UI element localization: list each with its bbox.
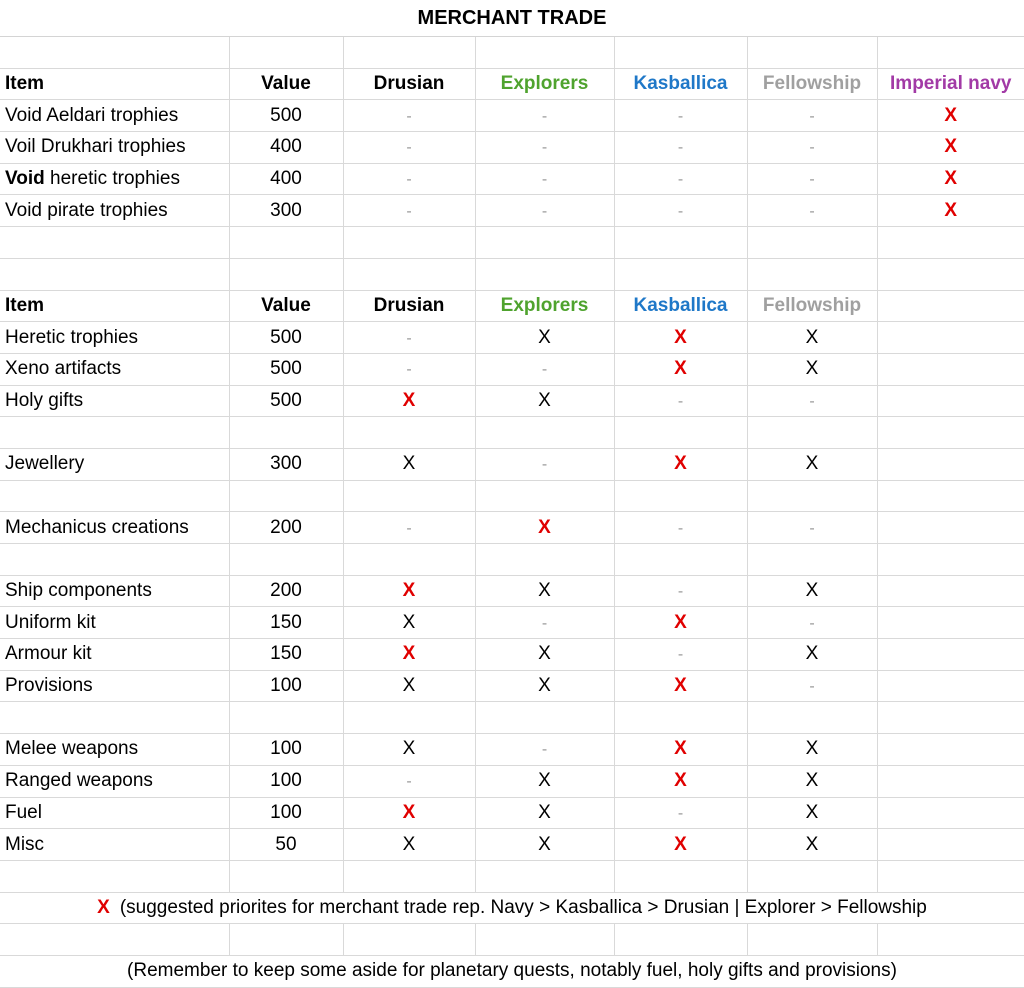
priority-x-mark: X — [402, 643, 416, 665]
item-value: 100 — [229, 765, 343, 797]
mark-cell — [614, 385, 747, 417]
table-row — [0, 385, 1024, 417]
blank-row — [0, 860, 1024, 892]
dash-mark: - — [809, 107, 815, 125]
table-row — [0, 607, 1024, 639]
dash-mark: - — [406, 202, 412, 220]
dash-mark: - — [809, 392, 815, 410]
mark-cell — [343, 765, 475, 797]
mark-cell — [747, 448, 877, 480]
dash-mark: - — [677, 804, 684, 822]
header-item: Item — [0, 68, 229, 100]
item-name — [0, 163, 229, 195]
mark-cell — [614, 353, 747, 385]
legend-cell — [0, 892, 1024, 924]
x-mark: X — [538, 675, 551, 697]
dash-mark: - — [809, 202, 815, 220]
mark-cell — [343, 639, 475, 671]
mark-cell — [747, 829, 877, 861]
table-row — [0, 765, 1024, 797]
x-mark: X — [402, 833, 416, 855]
header-value: Value — [229, 290, 343, 322]
mark-cell — [614, 639, 747, 671]
item-value: 100 — [229, 797, 343, 829]
footnote-row — [0, 955, 1024, 987]
dash-mark: - — [406, 773, 412, 791]
table1-header-row — [0, 68, 1024, 100]
mark-cell — [343, 100, 475, 132]
mark-cell — [475, 132, 614, 164]
dash-mark: - — [809, 171, 815, 189]
mark-cell — [747, 353, 877, 385]
mark-cell — [747, 132, 877, 164]
item-name-rest: heretic trophies — [44, 168, 180, 190]
table-row — [0, 353, 1024, 385]
mark-cell — [475, 829, 614, 861]
item-value: 200 — [229, 512, 343, 544]
item-value: 300 — [229, 195, 343, 227]
priority-x-mark: X — [944, 136, 958, 158]
mark-cell — [877, 163, 1024, 195]
table-row — [0, 100, 1024, 132]
item-value: 50 — [229, 829, 343, 861]
mark-cell — [475, 607, 614, 639]
empty-cell — [877, 448, 1024, 480]
mark-cell — [475, 322, 614, 354]
item-name: Fuel — [0, 797, 229, 829]
mark-cell — [475, 100, 614, 132]
header-imperial-navy: Imperial navy — [877, 68, 1024, 100]
mark-cell — [343, 734, 475, 766]
priority-x-mark: X — [674, 358, 687, 380]
dash-mark: - — [541, 139, 548, 157]
item-name: Jewellery — [0, 448, 229, 480]
header-explorers: Explorers — [475, 68, 614, 100]
mark-cell — [747, 734, 877, 766]
mark-cell — [475, 448, 614, 480]
mark-cell — [343, 670, 475, 702]
x-mark: X — [402, 738, 416, 760]
dash-mark: - — [541, 741, 548, 759]
item-name-bold: Void — [5, 168, 45, 190]
item-name: Misc — [0, 829, 229, 861]
header-drusian: Drusian — [343, 290, 475, 322]
x-mark: X — [538, 580, 551, 602]
x-mark: X — [805, 738, 819, 760]
empty-cell — [877, 290, 1024, 322]
item-name: Ranged weapons — [0, 765, 229, 797]
mark-cell — [747, 607, 877, 639]
item-name: Holy gifts — [0, 385, 229, 417]
item-name: Armour kit — [0, 639, 229, 671]
table-row — [0, 639, 1024, 671]
table2-header-row — [0, 290, 1024, 322]
header-explorers: Explorers — [475, 290, 614, 322]
mark-cell — [877, 195, 1024, 227]
empty-cell — [877, 322, 1024, 354]
mark-cell — [475, 670, 614, 702]
mark-cell — [747, 670, 877, 702]
table-row — [0, 322, 1024, 354]
dash-mark: - — [406, 519, 412, 537]
x-mark: X — [805, 580, 819, 602]
mark-cell — [747, 765, 877, 797]
x-mark: X — [805, 326, 819, 348]
dash-mark: - — [541, 107, 548, 125]
priority-x-mark: X — [944, 199, 958, 221]
x-mark: X — [538, 833, 551, 855]
x-mark: X — [805, 643, 819, 665]
blank-row — [0, 924, 1024, 956]
table-row — [0, 195, 1024, 227]
table-row — [0, 132, 1024, 164]
dash-mark: - — [677, 139, 684, 157]
mark-cell — [475, 163, 614, 195]
dash-mark: - — [406, 107, 412, 125]
header-item: Item — [0, 290, 229, 322]
mark-cell — [614, 670, 747, 702]
priority-x-mark: X — [674, 326, 687, 348]
item-value: 500 — [229, 322, 343, 354]
header-fellowship: Fellowship — [747, 290, 877, 322]
empty-cell — [877, 829, 1024, 861]
mark-cell — [614, 797, 747, 829]
header-drusian: Drusian — [343, 68, 475, 100]
empty-cell — [877, 353, 1024, 385]
dash-mark: - — [677, 171, 684, 189]
empty-cell — [877, 797, 1024, 829]
empty-cell — [877, 670, 1024, 702]
priority-x-mark: X — [674, 675, 687, 697]
dash-mark: - — [541, 202, 548, 220]
footnote-cell: (Remember to keep some aside for planetary quests, notably fuel, holy gifts and provisions) — [0, 955, 1024, 987]
x-mark: X — [402, 675, 416, 697]
mark-cell — [614, 765, 747, 797]
table-row — [0, 797, 1024, 829]
priority-x-mark: X — [674, 833, 687, 855]
mark-cell — [747, 575, 877, 607]
dash-mark: - — [677, 646, 684, 664]
x-mark: X — [538, 326, 551, 348]
mark-cell — [747, 195, 877, 227]
mark-cell — [475, 512, 614, 544]
mark-cell — [614, 322, 747, 354]
mark-cell — [343, 448, 475, 480]
mark-cell — [475, 353, 614, 385]
table-row — [0, 829, 1024, 861]
dash-mark: - — [677, 392, 684, 410]
x-mark: X — [805, 770, 819, 792]
mark-cell — [343, 322, 475, 354]
item-name: Voil Drukhari trophies — [0, 132, 229, 164]
item-name: Heretic trophies — [0, 322, 229, 354]
empty-cell — [877, 385, 1024, 417]
item-value: 100 — [229, 670, 343, 702]
priority-x-mark: X — [402, 389, 416, 411]
mark-cell — [343, 797, 475, 829]
priority-x-mark: X — [944, 104, 958, 126]
mark-cell — [747, 163, 877, 195]
priority-x-mark: X — [402, 580, 416, 602]
item-name: Void Aeldari trophies — [0, 100, 229, 132]
mark-cell — [343, 575, 475, 607]
mark-cell — [614, 512, 747, 544]
mark-cell — [614, 132, 747, 164]
priority-x-mark: X — [674, 738, 687, 760]
mark-cell — [475, 385, 614, 417]
dash-mark: - — [406, 361, 412, 379]
x-mark: X — [805, 801, 819, 823]
item-name: Mechanicus creations — [0, 512, 229, 544]
x-mark: X — [402, 453, 416, 475]
item-value: 100 — [229, 734, 343, 766]
blank-row — [0, 258, 1024, 290]
header-fellowship: Fellowship — [747, 68, 877, 100]
mark-cell — [747, 797, 877, 829]
mark-cell — [475, 639, 614, 671]
mark-cell — [343, 607, 475, 639]
mark-cell — [475, 575, 614, 607]
dash-mark: - — [541, 614, 548, 632]
dash-mark: - — [809, 678, 815, 696]
mark-cell — [747, 639, 877, 671]
item-value: 400 — [229, 163, 343, 195]
blank-row — [0, 480, 1024, 512]
dash-mark: - — [541, 361, 548, 379]
item-value: 400 — [229, 132, 343, 164]
trade-grid — [0, 37, 1024, 988]
mark-cell — [614, 575, 747, 607]
dash-mark: - — [541, 171, 548, 189]
dash-mark: - — [406, 329, 412, 347]
item-value: 500 — [229, 385, 343, 417]
item-name: Provisions — [0, 670, 229, 702]
table-row — [0, 670, 1024, 702]
item-name: Void pirate trophies — [0, 195, 229, 227]
empty-cell — [877, 639, 1024, 671]
empty-cell — [877, 734, 1024, 766]
mark-cell — [343, 353, 475, 385]
dash-mark: - — [677, 202, 684, 220]
item-name: Melee weapons — [0, 734, 229, 766]
x-mark: X — [538, 770, 551, 792]
item-value: 500 — [229, 353, 343, 385]
dash-mark: - — [406, 139, 412, 157]
mark-cell — [343, 829, 475, 861]
x-mark: X — [805, 358, 819, 380]
priority-x-mark: X — [674, 611, 687, 633]
item-name: Ship components — [0, 575, 229, 607]
priority-x-mark: X — [944, 168, 958, 190]
priority-x-mark: X — [402, 801, 416, 823]
item-value: 300 — [229, 448, 343, 480]
dash-mark: - — [809, 614, 815, 632]
blank-row — [0, 37, 1024, 68]
mark-cell — [475, 765, 614, 797]
mark-cell — [343, 385, 475, 417]
mark-cell — [475, 734, 614, 766]
mark-cell — [747, 322, 877, 354]
x-mark: X — [538, 389, 551, 411]
mark-cell — [475, 797, 614, 829]
header-kasballica: Kasballica — [614, 68, 747, 100]
blank-row — [0, 227, 1024, 259]
table-row — [0, 575, 1024, 607]
mark-cell — [877, 100, 1024, 132]
mark-cell — [343, 195, 475, 227]
dash-mark: - — [541, 456, 548, 474]
header-value: Value — [229, 68, 343, 100]
mark-cell — [614, 448, 747, 480]
priority-mark: X — [97, 896, 110, 918]
blank-row — [0, 417, 1024, 449]
header-kasballica: Kasballica — [614, 290, 747, 322]
empty-cell — [877, 765, 1024, 797]
priority-x-mark: X — [538, 516, 551, 538]
legend-text: (suggested priorites for merchant trade rep. Navy > Kasballica > Drusian | Explorer > Fellowship — [119, 896, 927, 918]
item-name: Xeno artifacts — [0, 353, 229, 385]
table-row — [0, 163, 1024, 195]
item-name: Uniform kit — [0, 607, 229, 639]
table-row — [0, 448, 1024, 480]
empty-cell — [877, 575, 1024, 607]
item-value: 200 — [229, 575, 343, 607]
dash-mark: - — [677, 519, 684, 537]
mark-cell — [747, 385, 877, 417]
legend-row — [0, 892, 1024, 924]
table-row — [0, 512, 1024, 544]
mark-cell — [475, 195, 614, 227]
mark-cell — [343, 132, 475, 164]
dash-mark: - — [677, 583, 684, 601]
blank-row — [0, 544, 1024, 576]
priority-x-mark: X — [674, 453, 687, 475]
x-mark: X — [402, 611, 416, 633]
sheet-title: MERCHANT TRADE — [0, 0, 1024, 37]
mark-cell — [614, 607, 747, 639]
x-mark: X — [805, 833, 819, 855]
mark-cell — [614, 829, 747, 861]
x-mark: X — [538, 643, 551, 665]
x-mark: X — [805, 453, 819, 475]
empty-cell — [877, 607, 1024, 639]
mark-cell — [343, 163, 475, 195]
x-mark: X — [538, 801, 551, 823]
dash-mark: - — [809, 519, 815, 537]
mark-cell — [343, 512, 475, 544]
blank-row — [0, 702, 1024, 734]
table-row — [0, 734, 1024, 766]
dash-mark: - — [406, 171, 412, 189]
item-value: 150 — [229, 607, 343, 639]
dash-mark: - — [809, 139, 815, 157]
mark-cell — [614, 195, 747, 227]
mark-cell — [877, 132, 1024, 164]
dash-mark: - — [677, 107, 684, 125]
item-value: 500 — [229, 100, 343, 132]
empty-cell — [877, 512, 1024, 544]
mark-cell — [747, 100, 877, 132]
mark-cell — [614, 163, 747, 195]
mark-cell — [614, 734, 747, 766]
mark-cell — [747, 512, 877, 544]
priority-x-mark: X — [674, 770, 687, 792]
mark-cell — [614, 100, 747, 132]
item-value: 150 — [229, 639, 343, 671]
